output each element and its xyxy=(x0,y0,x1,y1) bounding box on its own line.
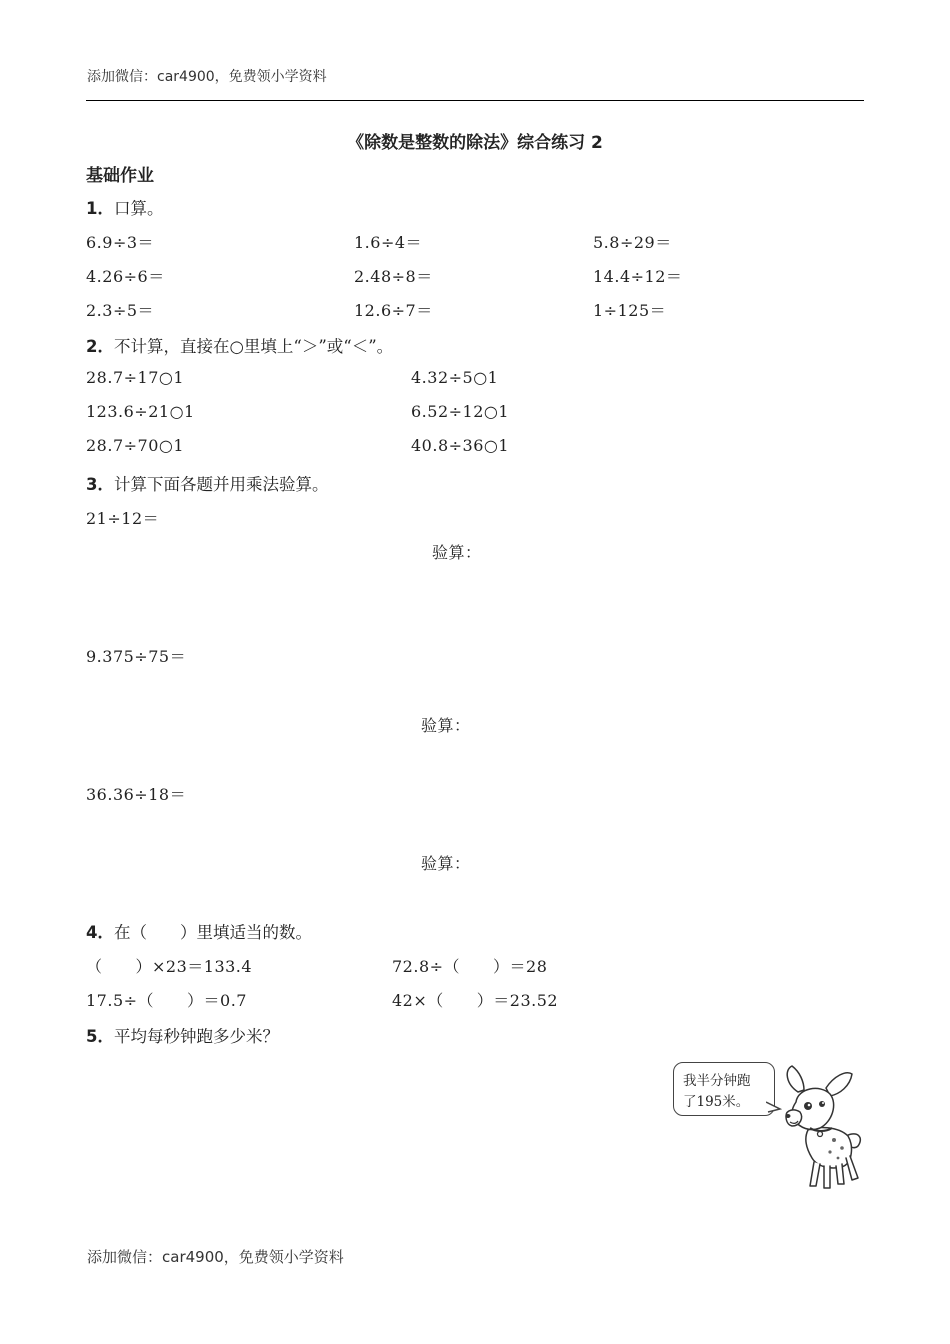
q1-item: 12.6÷7＝ xyxy=(354,301,433,320)
deer-illustration xyxy=(772,1058,872,1194)
q1-item: 2.3÷5＝ xyxy=(86,301,155,320)
question-number: 3． xyxy=(86,475,114,494)
q1-item: 1÷125＝ xyxy=(593,301,667,320)
question-prompt: 不计算，直接在○里填上“＞”或“＜”。 xyxy=(113,337,394,356)
q2-item: 28.7÷70○1 xyxy=(86,436,185,455)
question-number: 1． xyxy=(86,199,114,218)
question-1 xyxy=(86,195,163,219)
page-footer: 添加微信：car4900，免费领小学资料 xyxy=(87,1248,344,1266)
q2-item: 6.52÷12○1 xyxy=(411,402,510,421)
q3-item: 9.375÷75＝ xyxy=(86,647,187,666)
q2-item: 123.6÷21○1 xyxy=(86,402,195,421)
question-prompt: 口算。 xyxy=(113,199,164,218)
q3-item: 21÷12＝ xyxy=(86,509,160,528)
question-4 xyxy=(86,919,312,943)
q4-item: 17.5÷（ ）＝0.7 xyxy=(86,991,247,1010)
question-2 xyxy=(86,333,393,357)
check-label: 验算： xyxy=(421,716,471,735)
q4-item: （ ）×23＝133.4 xyxy=(86,957,253,976)
header-rule xyxy=(86,100,864,101)
q1-item: 14.4÷12＝ xyxy=(593,267,683,286)
speech-bubble xyxy=(673,1062,775,1116)
q1-item: 5.8÷29＝ xyxy=(593,233,672,252)
question-number: 4． xyxy=(86,923,114,942)
bubble-line-1: 我半分钟跑 xyxy=(683,1073,751,1089)
q1-item: 2.48÷8＝ xyxy=(354,267,433,286)
question-prompt: 在（ ）里填适当的数。 xyxy=(113,923,312,942)
question-number: 2． xyxy=(86,337,114,356)
q1-item: 6.9÷3＝ xyxy=(86,233,155,252)
q2-item: 40.8÷36○1 xyxy=(411,436,510,455)
bubble-line-2: 了195米。 xyxy=(683,1094,750,1110)
q1-item: 4.26÷6＝ xyxy=(86,267,165,286)
q1-item: 1.6÷4＝ xyxy=(354,233,423,252)
q2-item: 4.32÷5○1 xyxy=(411,368,499,387)
check-label: 验算： xyxy=(421,854,471,873)
question-5 xyxy=(86,1023,279,1047)
q2-item: 28.7÷17○1 xyxy=(86,368,185,387)
question-prompt: 平均每秒钟跑多少米？ xyxy=(113,1027,279,1046)
question-number: 5． xyxy=(86,1027,114,1046)
question-prompt: 计算下面各题并用乘法验算。 xyxy=(113,475,329,494)
q4-item: 42×（ ）＝23.52 xyxy=(392,991,559,1010)
section-heading: 基础作业 xyxy=(86,166,154,186)
q3-item: 36.36÷18＝ xyxy=(86,785,187,804)
check-label: 验算： xyxy=(432,543,482,562)
q4-item: 72.8÷（ ）＝28 xyxy=(392,957,548,976)
question-3 xyxy=(86,471,328,495)
worksheet-title: 《除数是整数的除法》综合练习 2 xyxy=(347,133,603,153)
page-header: 添加微信：car4900，免费领小学资料 xyxy=(87,69,327,85)
